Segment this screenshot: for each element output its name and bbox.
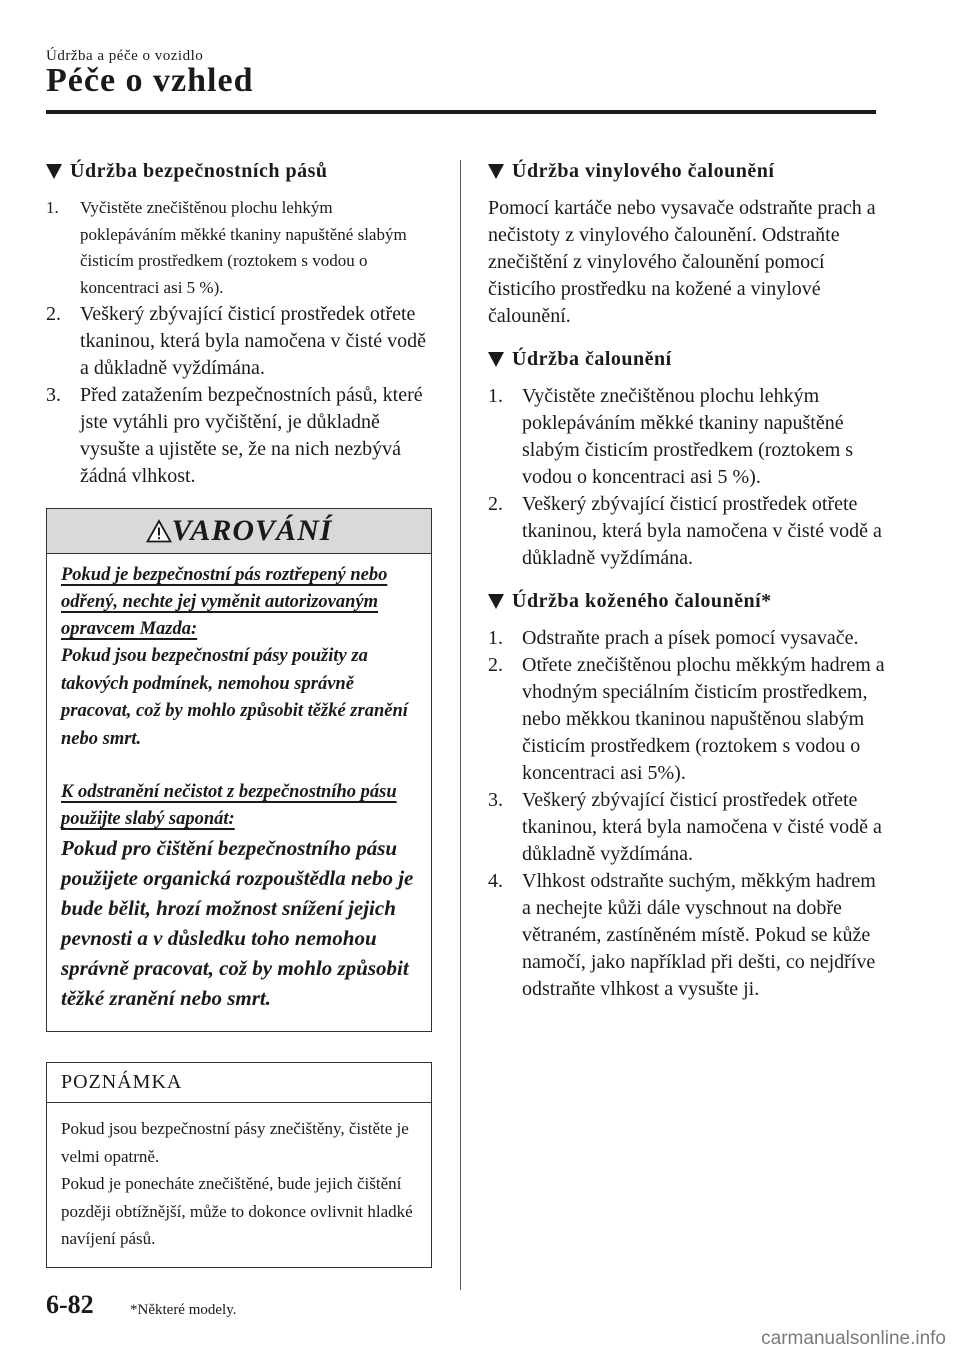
list-item <box>46 301 432 382</box>
list-item <box>488 652 888 787</box>
warning-box <box>46 508 432 1032</box>
step-text: Veškerý zbývající čisticí prostředek otřete tkaninou, která byla namočena v čisté vodě a důkladně vyždímána. <box>522 493 882 569</box>
step-number: 3. <box>46 384 61 406</box>
step-text: Vyčistěte znečištěnou plochu lehkým poklepáváním měkké tkaniny napuštěné slabým čisticím prostředkem (roztokem s vodou o koncentraci asi 5 %). <box>80 198 407 297</box>
warning-body <box>47 554 431 1031</box>
left-column <box>46 160 432 1268</box>
warning-heading: Pokud je bezpečnostní pás roztřepený nebo odřený, nechte jej vyměnit autorizovaným opravcem Mazda: <box>61 565 388 639</box>
upholstery-steps <box>488 383 888 572</box>
warning-label: VAROVÁNÍ <box>171 514 333 547</box>
note-body <box>47 1103 431 1267</box>
step-text: Vlhkost odstraňte suchým, měkkým hadrem a nechejte kůži dále vyschnout na dobře větraném, zastíněném místě. Pokud se kůže namočí, jako například při dešti, co nejdříve odstraňte vlhkost a vysušte ji. <box>522 870 876 1000</box>
column-divider <box>460 160 461 1290</box>
title-rule <box>46 110 876 114</box>
footnote: *Některé modely. <box>130 1302 237 1318</box>
step-number: 2. <box>46 303 61 325</box>
step-number: 2. <box>488 654 503 676</box>
list-item <box>46 195 432 301</box>
step-number: 1. <box>46 198 59 217</box>
note-box <box>46 1062 432 1268</box>
warning-header <box>47 509 431 554</box>
section-title-text: Údržba čalounění <box>512 348 672 370</box>
warning-text: Pokud pro čištění bezpečnostního pásu použijete organická rozpouštědla nebo je bude bělit, hrozí možnost snížení jejich pevnosti a v důsledku toho nemohou správně pracovat, což by mohlo způsobit těžké zranění nebo smrt. <box>61 836 414 1010</box>
section-paragraph: Pomocí kartáče nebo vysavače odstraňte prach a nečistoty z vinylového čalounění. Odstraňte znečištění z vinylového čalounění pomocí čisticího prostředku na kožené a vinylové čalounění. <box>488 197 876 327</box>
warning-heading: K odstranění nečistot z bezpečnostního pásu použijte slabý saponát: <box>61 782 397 829</box>
step-number: 1. <box>488 627 503 649</box>
section-title-text: Údržba bezpečnostních pásů <box>70 160 328 182</box>
note-label: POZNÁMKA <box>47 1063 431 1103</box>
triangle-bullet-icon <box>46 164 62 179</box>
right-column <box>488 160 888 1003</box>
leather-steps <box>488 625 888 1003</box>
section-seatbelt-care <box>46 160 432 183</box>
section-title-text: Údržba koženého čalounění* <box>512 590 772 612</box>
page-number: 6-82 <box>46 1290 94 1319</box>
section-leather-care <box>488 590 888 613</box>
step-text: Vyčistěte znečištěnou plochu lehkým poklepáváním měkké tkaniny napuštěné slabým čisticím prostředkem (roztokem s vodou o koncentraci asi 5 %). <box>522 385 854 488</box>
step-text: Veškerý zbývající čisticí prostředek otřete tkaninou, která byla namočena v čisté vodě a důkladně vyždímána. <box>80 303 426 379</box>
step-number: 1. <box>488 385 503 407</box>
note-paragraph: Pokud jsou bezpečnostní pásy znečištěny, čistěte je velmi opatrně. <box>61 1119 409 1166</box>
list-item <box>46 382 432 490</box>
step-text: Odstraňte prach a písek pomocí vysavače. <box>522 627 859 649</box>
page-title: Péče o vzhled <box>46 62 254 99</box>
list-item <box>488 491 888 572</box>
triangle-bullet-icon <box>488 164 504 179</box>
list-item <box>488 383 888 491</box>
breadcrumb: Údržba a péče o vozidlo <box>46 48 204 64</box>
step-number: 2. <box>488 493 503 515</box>
list-item <box>488 868 888 1003</box>
note-paragraph: Pokud je ponecháte znečištěné, bude jejich čištění později obtížnější, může to dokonce ovlivnit hladké navíjení pásů. <box>61 1174 413 1248</box>
step-text: Otřete znečištěnou plochu měkkým hadrem a vhodným speciálním čisticím prostředkem, nebo měkkou tkaninou napuštěnou slabým čisticím prostředkem (roztokem s vodou o koncentraci asi 5%). <box>522 654 885 784</box>
warning-icon <box>146 519 172 543</box>
seatbelt-steps <box>46 195 432 490</box>
step-number: 3. <box>488 789 503 811</box>
section-upholstery-care <box>488 348 888 371</box>
warning-text: Pokud jsou bezpečnostní pásy použity za takových podmínek, nemohou správně pracovat, což by mohlo způsobit těžké zranění nebo smrt. <box>61 646 408 749</box>
section-title-text: Údržba vinylového čalounění <box>512 160 775 182</box>
step-text: Veškerý zbývající čisticí prostředek otřete tkaninou, která byla namočena v čisté vodě a důkladně vyždímána. <box>522 789 882 865</box>
step-text: Před zatažením bezpečnostních pásů, které jste vytáhli pro vyčištění, je důkladně vysušte a ujistěte se, že na nich nezbývá žádná vlhkost. <box>80 384 423 487</box>
watermark: carmanualsonline.info <box>761 1328 946 1349</box>
triangle-bullet-icon <box>488 594 504 609</box>
section-vinyl-care <box>488 160 888 183</box>
list-item <box>488 625 888 652</box>
step-number: 4. <box>488 870 503 892</box>
triangle-bullet-icon <box>488 352 504 367</box>
list-item <box>488 787 888 868</box>
